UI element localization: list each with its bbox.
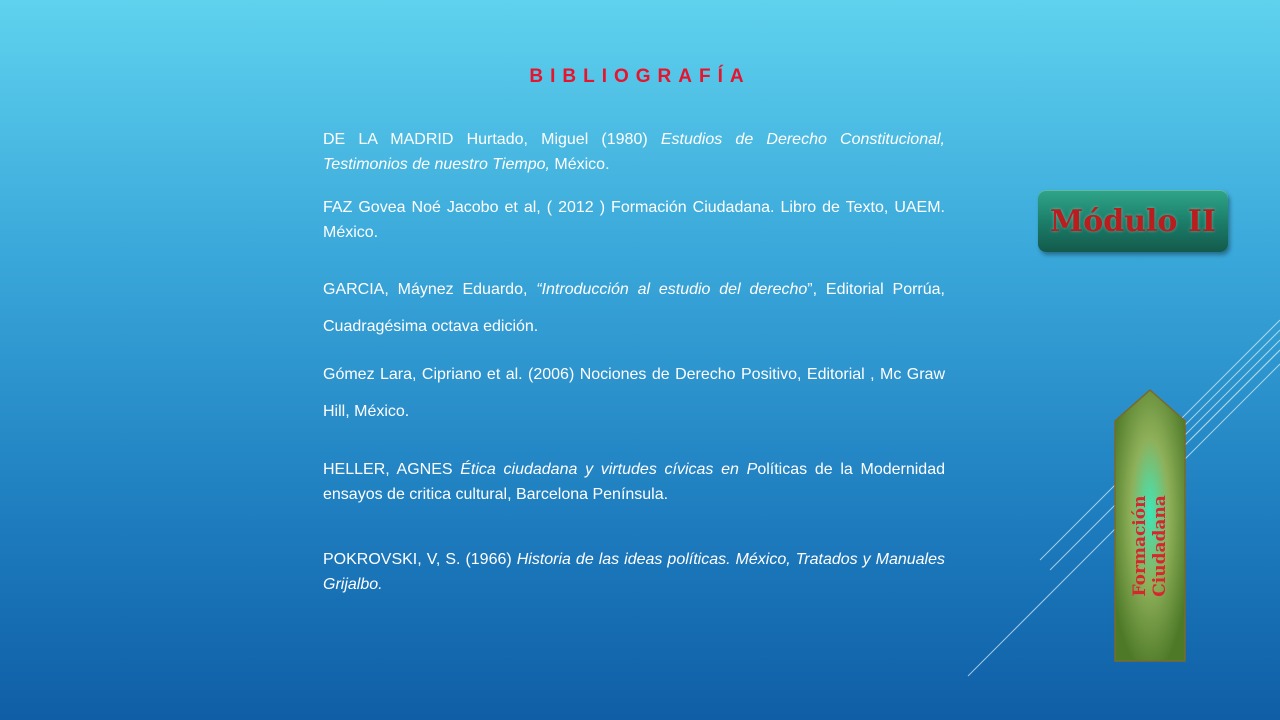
reference-text: Gómez Lara, Cipriano et al. (2006) Nociones de Derecho Positivo, Editorial , Mc Graw Hill, México. xyxy=(323,366,945,420)
reference-item xyxy=(323,271,945,345)
reference-text: HELLER, AGNES xyxy=(323,461,461,478)
slide-title: BIBLIOGRAFÍA xyxy=(529,66,751,87)
reference-text: FAZ Govea Noé Jacobo et al, ( 2012 ) Formación Ciudadana. Libro de Texto, UAEM. México. xyxy=(323,199,945,241)
reference-text: México. xyxy=(549,156,610,173)
reference-item xyxy=(323,127,945,177)
reference-item xyxy=(323,547,945,597)
module-badge xyxy=(1038,190,1228,252)
reference-title: Historia de las ideas políticas. México, Tratados y Manuales Grijalbo. xyxy=(323,551,945,593)
reference-text: DE LA MADRID Hurtado, Miguel (1980) xyxy=(323,131,661,148)
module-badge-label: Módulo II xyxy=(1050,203,1216,239)
reference-item xyxy=(323,457,945,507)
reference-text: POKROVSKI, V, S. (1966) xyxy=(323,551,517,568)
reference-text: GARCIA, Máynez Eduardo, xyxy=(323,281,537,298)
reference-item xyxy=(323,195,945,245)
reference-title: “Introducción al estudio del derecho xyxy=(536,281,808,298)
reference-text: ”, Editorial Porrúa, Cuadragésima octava edición. xyxy=(323,281,946,335)
arrow-label xyxy=(1114,430,1186,662)
reference-title: Ética ciudadana y virtudes cívicas en P xyxy=(460,461,758,478)
reference-text: olíticas de la Modernidad ensayos de critica cultural, Barcelona Península. xyxy=(323,461,945,503)
reference-item xyxy=(323,356,945,430)
reference-title: Estudios de Derecho Constitucional, Testimonios de nuestro Tiempo, xyxy=(323,131,946,173)
arrow-label-line1: Formación xyxy=(1130,495,1150,597)
arrow-label-line2: Ciudadana xyxy=(1150,495,1170,597)
